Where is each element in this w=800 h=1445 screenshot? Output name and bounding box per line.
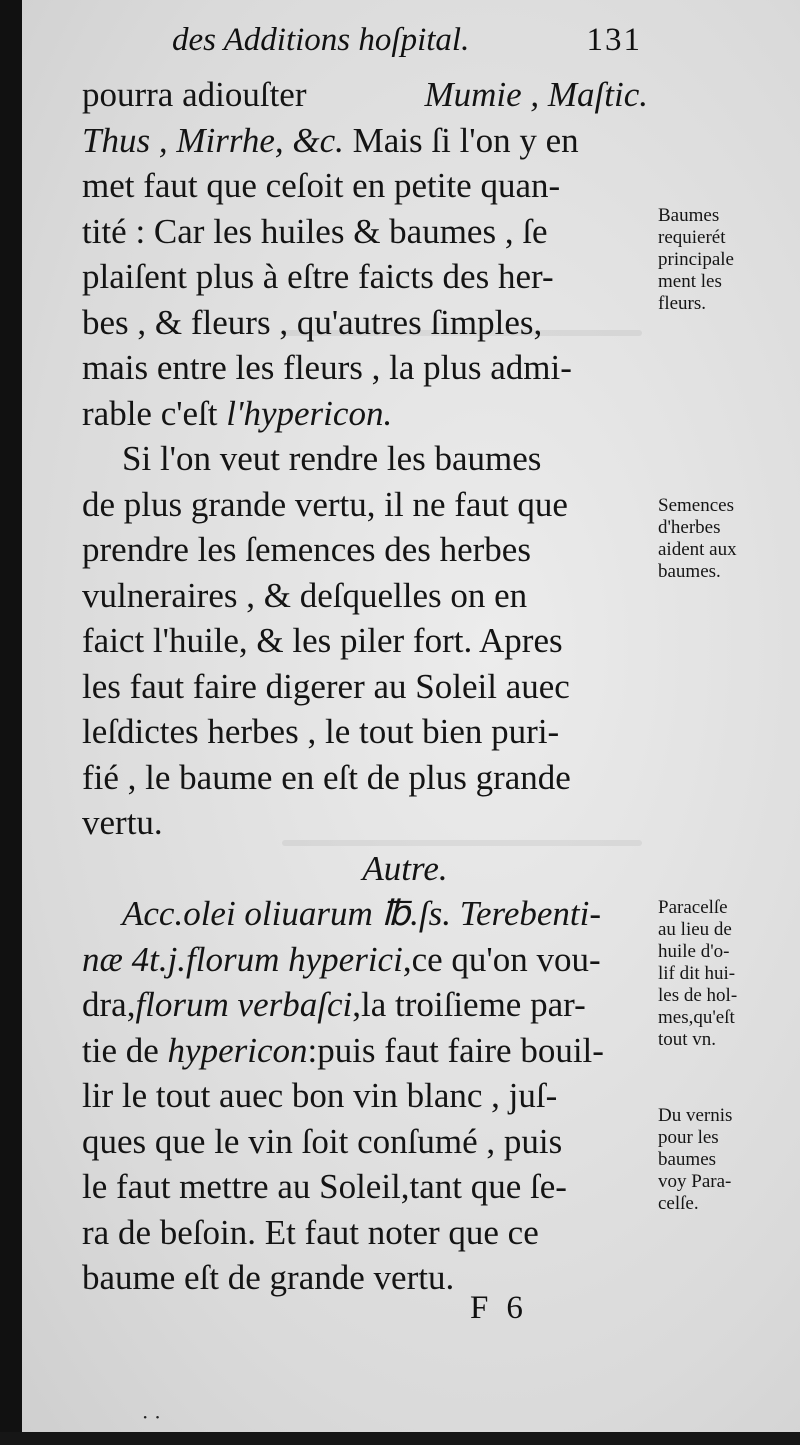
margin-note-line: fleurs.: [658, 293, 707, 314]
text-line: [82, 1028, 648, 1074]
margin-note-line: Du vernis: [658, 1105, 733, 1126]
margin-note-line: voy Para-: [658, 1171, 732, 1192]
margin-note-line: requierét: [658, 227, 726, 248]
text-line: les faut faire digerer au Soleil auec: [82, 666, 570, 706]
text-line: Si l'on veut rendre les baumes: [122, 439, 542, 478]
text-line: Acc.olei oliuarum ℔.ſs. Terebenti-: [122, 894, 602, 933]
margin-note-baumes: [658, 205, 798, 315]
text-line: de plus grande vertu, il ne faut que: [82, 484, 568, 524]
text-line: mais entre les fleurs , la plus admi-: [82, 348, 572, 387]
signature-letter: F: [470, 1290, 507, 1326]
text-line: met faut que ceſoit en petite quan-: [82, 166, 561, 205]
text-segment: tie de: [82, 1030, 168, 1070]
page-header: [172, 22, 642, 59]
text-segment: pourra adiouſter: [82, 75, 307, 114]
signature-number: 6: [506, 1290, 541, 1326]
text-segment-italic: Mumie , Maſtic.: [424, 75, 648, 114]
subheading: Autre.: [362, 848, 448, 888]
book-page: [22, 0, 800, 1432]
text-segment: ,ce qu'on vou-: [402, 939, 601, 979]
margin-note-line: lif dit hui-: [658, 963, 736, 984]
text-line: [82, 982, 648, 1028]
margin-note-line: celſe.: [658, 1193, 699, 1214]
text-line: baume eſt de grande vertu.: [82, 1258, 455, 1297]
text-segment: rable c'eſt: [82, 393, 227, 433]
margin-note-line: principale: [658, 249, 734, 270]
margin-note-line: huile d'o-: [658, 941, 730, 962]
text-line: [82, 72, 648, 118]
text-segment-italic: hypericon: [167, 1030, 308, 1070]
text-line: lir le tout auec bon vin blanc , juſ-: [82, 1076, 558, 1115]
margin-note-line: mes,qu'eſt: [658, 1007, 735, 1028]
main-text: [82, 72, 648, 1301]
text-segment: ,la troiſieme par-: [352, 985, 586, 1024]
page-number: 131: [586, 22, 642, 58]
margin-note-line: d'herbes: [658, 517, 721, 538]
text-line: plaiſent plus à eſtre faicts des her-: [82, 257, 554, 296]
margin-note-line: aident aux: [658, 539, 737, 560]
margin-note-line: au lieu de: [658, 919, 732, 940]
margin-note-line: les de hol-: [658, 985, 738, 1006]
text-segment-italic: florum verbaſci: [135, 985, 353, 1024]
margin-note-line: Semences: [658, 495, 734, 516]
text-line: [82, 391, 648, 437]
margin-note-line: baumes.: [658, 561, 721, 582]
text-segment: :puis faut faire bouil-: [307, 1030, 604, 1070]
scan-edge-bottom: [0, 1432, 800, 1445]
text-segment: Mais ſi l'on y en: [343, 120, 579, 160]
margin-note-line: baumes: [658, 1149, 717, 1170]
text-line: ra de beſoin. Et faut noter que ce: [82, 1212, 539, 1252]
text-line: vulneraires , & deſquelles on en: [82, 575, 528, 615]
text-line: fié , le baume en eſt de plus grande: [82, 757, 571, 797]
margin-note-line: ment les: [658, 271, 722, 292]
text-line: le faut mettre au Soleil,tant que ſe-: [82, 1167, 567, 1206]
margin-note-line: Paracelſe: [658, 897, 728, 918]
signature-mark: [470, 1290, 541, 1327]
text-line: prendre les ſemences des herbes: [82, 530, 531, 569]
margin-note-line: tout vn.: [658, 1029, 717, 1050]
margin-note-line: Baumes: [658, 205, 720, 226]
stray-dots-icon: ··: [142, 1405, 167, 1429]
text-segment-italic: l'hypericon.: [226, 393, 393, 433]
text-line: [82, 118, 648, 164]
margin-note-vernis: [658, 1105, 798, 1215]
text-line: vertu.: [82, 803, 163, 842]
text-segment-italic: Thus , Mirrhe, &c.: [82, 120, 344, 160]
text-line: leſdictes herbes , le tout bien puri-: [82, 712, 560, 751]
scan-edge-left: [0, 0, 22, 1445]
text-line: ques que le vin ſoit conſumé , puis: [82, 1121, 563, 1161]
margin-note-paracelse: [658, 897, 798, 1051]
text-line: faict l'huile, & les piler fort. Apres: [82, 621, 563, 660]
text-line: tité : Car les huiles & baumes , ſe: [82, 211, 548, 251]
text-segment-italic: næ 4t.j.florum hyperici: [82, 939, 403, 979]
text-line: bes , & fleurs , qu'autres ſimples,: [82, 302, 543, 342]
running-title: des Additions hoſpital.: [172, 22, 470, 58]
text-segment: dra,: [82, 985, 136, 1024]
margin-note-line: pour les: [658, 1127, 719, 1148]
margin-note-semences: [658, 495, 798, 583]
text-line: [82, 937, 648, 983]
